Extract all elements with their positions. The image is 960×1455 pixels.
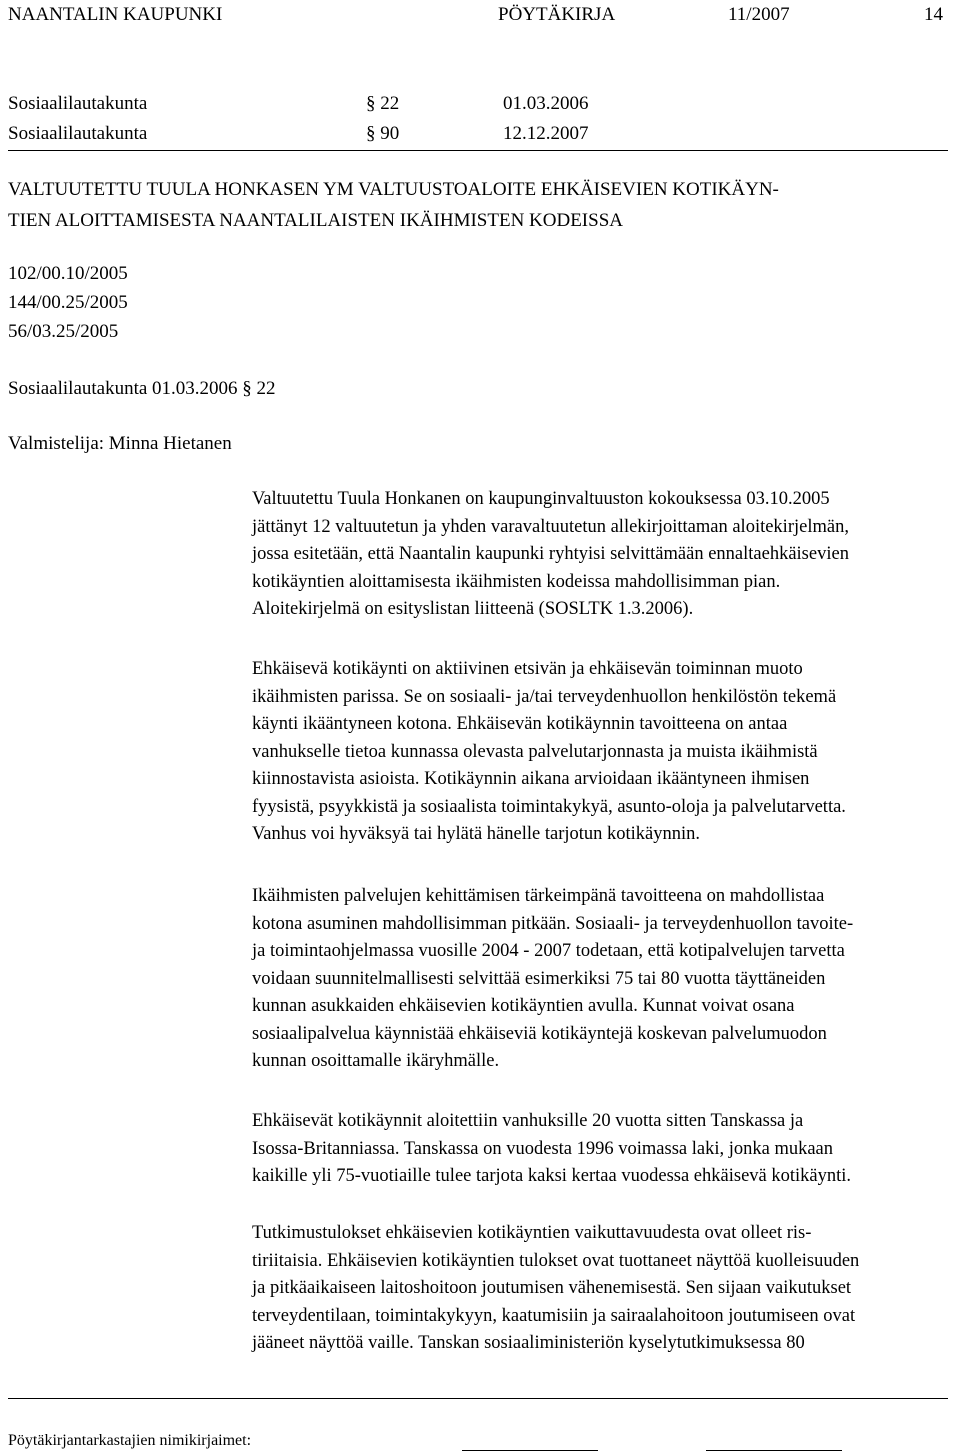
text-line: kunnan osoittamalle ikäryhmälle. (252, 1051, 500, 1071)
signature-line (462, 1450, 598, 1451)
text-line: voidaan suunnitelmallisesti selvittää esimerkiksi 75 tai 80 vuotta täyttäneiden (252, 968, 826, 989)
document-title-line-1: VALTUUTETTU TUULA HONKASEN YM VALTUUSTOALOITE EHKÄISEVIEN KOTIKÄYN- (8, 179, 779, 200)
text-line: kunnan asukkaiden ehkäisevien kotikäyntien avulla. Kunnat voivat osana (252, 996, 795, 1016)
org-name: NAANTALIN KAUPUNKI (8, 4, 223, 25)
paragraph-3 (252, 883, 952, 1076)
signature-line (706, 1450, 842, 1451)
text-line: tiriitaisia. Ehkäisevien kotikäyntien tulokset ovat tuottaneet näyttöä kuolleisuuden (252, 1250, 860, 1271)
paragraph-2 (252, 656, 952, 849)
page-number: 14 (924, 4, 943, 25)
text-line: kiinnostavista asioista. Kotikäynnin aikana arvioidaan ikääntyneen ihmisen (252, 769, 810, 789)
text-line: jättänyt 12 valtuutetun ja yhden varavaltuutetun allekirjoittaman aloitekirjelmän, (252, 516, 849, 537)
reference-body-2: Sosiaalilautakunta (8, 123, 148, 144)
diary-number: 144/00.25/2005 (8, 292, 128, 313)
text-line: Ehkäisevät kotikäynnit aloitettiin vanhuksille 20 vuotta sitten Tanskassa ja (252, 1111, 804, 1131)
text-line: terveydentilaan, toimintakykyyn, kaatumisiin ja sairaalahoitoon joutumiseen ovat (252, 1305, 856, 1326)
reference-date-1: 01.03.2006 (503, 93, 589, 114)
diary-number: 102/00.10/2005 (8, 263, 128, 284)
diary-number: 56/03.25/2005 (8, 321, 119, 342)
text-line: ja toimintaohjelmassa vuosille 2004 - 2007 todetaan, että kotipalvelujen tarvetta (252, 941, 845, 961)
text-line: Ehkäisevä kotikäynti on aktiivinen etsivän ja ehkäisevän toiminnan muoto (252, 659, 803, 679)
meeting-reference: Sosiaalilautakunta 01.03.2006 § 22 (8, 378, 276, 399)
text-line: käynti ikääntyneen kotona. Ehkäisevän kotikäynnin tavoitteena on antaa (252, 714, 788, 734)
header-rule (8, 150, 948, 151)
text-line: ikäihmisten parissa. Se on sosiaali- ja/tai terveydenhuollon henkilöstön tekemä (252, 686, 837, 707)
text-line: sosiaalipalvelua käynnistää ehkäiseviä kotikäyntejä koskevan palvelumuodon (252, 1023, 827, 1044)
text-line: kaikille yli 75-vuotiaille tulee tarjota kaksi kertaa vuodessa ehkäisevä kotikäynti. (252, 1166, 852, 1186)
reference-body-1: Sosiaalilautakunta (8, 93, 148, 114)
text-line: Tutkimustulokset ehkäisevien kotikäyntien vaikuttavuudesta ovat olleet ris- (252, 1223, 812, 1243)
text-line: Valtuutettu Tuula Honkanen on kaupunginvaltuuston kokouksessa 03.10.2005 (252, 489, 830, 509)
reference-section-2: § 90 (366, 123, 400, 144)
footer-label: Pöytäkirjantarkastajien nimikirjaimet: (8, 1432, 252, 1449)
text-line: Vanhus voi hyväksyä tai hylätä hänelle tarjotun kotikäynnin. (252, 824, 701, 844)
text-line: Aloitekirjelmä on esityslistan liitteenä (SOSLTK 1.3.2006). (252, 599, 694, 619)
paragraph-5 (252, 1220, 952, 1358)
reference-date-2: 12.12.2007 (503, 123, 589, 144)
text-line: jossa esitetään, että Naantalin kaupunki ryhtyisi selvittämään ennaltaehkäisevien (252, 544, 849, 564)
text-line: kotikäyntien aloittamisesta ikäihmisten kodeissa mahdollisimman pian. (252, 571, 781, 592)
document-title-line-2: TIEN ALOITTAMISESTA NAANTALILAISTEN IKÄIHMISTEN KODEISSA (8, 210, 623, 231)
paragraph-4 (252, 1108, 952, 1191)
text-line: vanhukselle tietoa kunnassa olevasta palvelutarjonnasta ja muista ikäihmistä (252, 741, 818, 762)
footer-rule (8, 1398, 948, 1399)
reference-section-1: § 22 (366, 93, 400, 114)
paragraph-1 (252, 486, 952, 624)
preparer: Valmistelija: Minna Hietanen (8, 433, 232, 454)
text-line: Ikäihmisten palvelujen kehittämisen tärkeimpänä tavoitteena on mahdollistaa (252, 886, 825, 906)
text-line: fyysistä, psyykkistä ja sosiaalista toimintakykyä, asunto-oloja ja palvelutarvetta. (252, 796, 846, 817)
text-line: kotona asuminen mahdollisimman pitkään. Sosiaali- ja terveydenhuollon tavoite- (252, 913, 854, 934)
document-type: PÖYTÄKIRJA (498, 4, 616, 25)
text-line: ja pitkäaikaiseen laitoshoitoon joutumisen vähenemisestä. Sen sijaan vaikutukset (252, 1278, 852, 1298)
text-line: jääneet näyttöä vaille. Tanskan sosiaaliministeriön kyselytutkimuksessa 80 (252, 1333, 805, 1353)
issue-number: 11/2007 (728, 4, 790, 25)
text-line: Isossa-Britanniassa. Tanskassa on vuodesta 1996 voimassa laki, jonka mukaan (252, 1138, 834, 1159)
